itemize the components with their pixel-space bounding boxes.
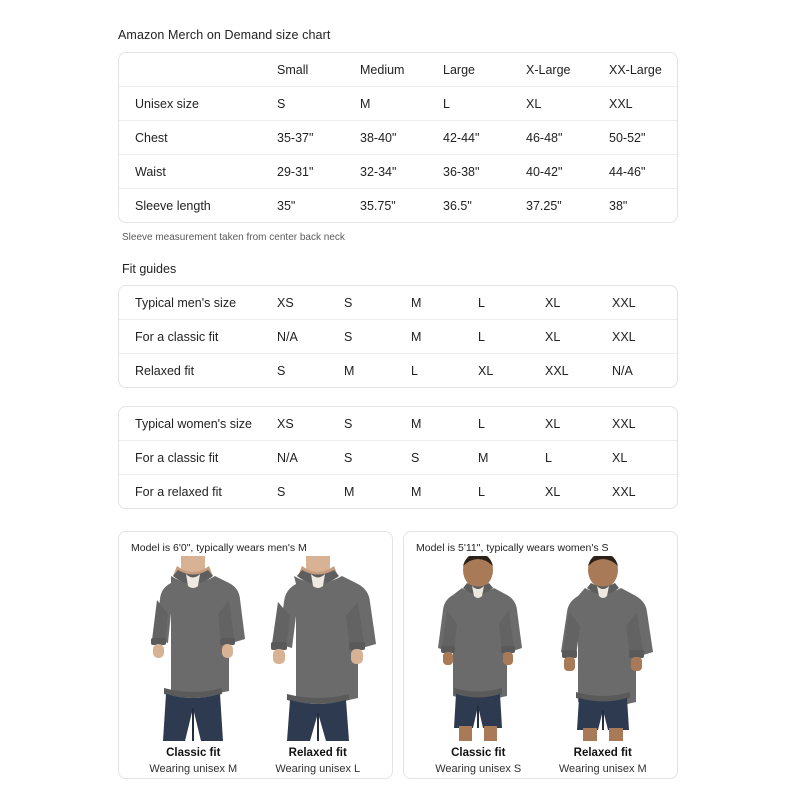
fit-name: Relaxed fit	[288, 747, 347, 759]
row-value: L	[545, 441, 612, 475]
fit-name: Classic fit	[166, 747, 221, 759]
row-value: M	[411, 320, 478, 354]
row-value: L	[478, 320, 545, 354]
model-label-womens-classic	[418, 745, 538, 777]
size-chart-column-header: Large	[443, 62, 475, 77]
row-value: XXL	[612, 475, 678, 509]
row-value: XS	[277, 295, 294, 310]
fit-wearing: Wearing unisex L	[275, 763, 361, 775]
model-labels-womens	[416, 741, 665, 777]
table-row	[119, 320, 678, 354]
row-value: S	[277, 87, 360, 121]
size-chart-header-row	[119, 53, 678, 87]
model-caption-womens: Model is 5'11", typically wears women's S	[416, 542, 609, 554]
table-row	[119, 155, 678, 189]
fit-guide-womens-card	[118, 406, 678, 509]
row-value: L	[443, 87, 526, 121]
row-value: S	[277, 354, 344, 388]
model-panel-womens	[403, 531, 678, 779]
row-value: XL	[545, 295, 561, 310]
row-value: 35.75"	[360, 189, 443, 223]
row-label: Chest	[119, 121, 277, 155]
model-figure-womens-relaxed	[543, 556, 663, 741]
fit-name: Relaxed fit	[573, 747, 632, 759]
model-label-womens-relaxed	[543, 745, 663, 777]
table-row	[119, 441, 678, 475]
row-value: XXL	[545, 354, 612, 388]
row-value: M	[344, 475, 411, 509]
fit-wearing: Wearing unisex M	[149, 763, 238, 775]
size-chart-column-header: XX-Large	[609, 62, 662, 77]
row-value: M	[360, 87, 443, 121]
row-value: 29-31"	[277, 155, 360, 189]
row-value: 40-42"	[526, 155, 609, 189]
fit-guide-womens-table	[119, 407, 678, 508]
row-value: XL	[545, 320, 612, 354]
row-label: Typical men's size	[135, 295, 237, 310]
row-value: 38-40"	[360, 121, 443, 155]
row-value: N/A	[277, 441, 344, 475]
model-figure-mens-relaxed	[258, 556, 378, 741]
fit-guide-mens-table	[119, 286, 678, 387]
row-value: XL	[545, 416, 561, 431]
fit-guide-mens-card	[118, 285, 678, 388]
row-label: Waist	[119, 155, 277, 189]
row-value: XXL	[612, 320, 678, 354]
row-value: 44-46"	[609, 155, 678, 189]
row-label: For a classic fit	[119, 441, 277, 475]
row-value: 38"	[609, 189, 678, 223]
size-chart-corner	[119, 53, 277, 87]
row-value: 32-34"	[360, 155, 443, 189]
sleeve-note: Sleeve measurement taken from center back neck	[122, 232, 345, 243]
model-figures-mens	[131, 556, 380, 741]
fit-wearing: Wearing unisex S	[435, 763, 522, 775]
table-row	[119, 286, 678, 320]
row-value: S	[344, 441, 411, 475]
row-label: Relaxed fit	[119, 354, 277, 388]
table-row	[119, 475, 678, 509]
row-value: 50-52"	[609, 121, 678, 155]
row-value: L	[478, 416, 485, 431]
row-value: M	[344, 354, 411, 388]
row-value: XXL	[612, 295, 636, 310]
table-row	[119, 354, 678, 388]
row-value: L	[478, 475, 545, 509]
row-label: Sleeve length	[119, 189, 277, 223]
row-value: S	[411, 441, 478, 475]
model-caption-mens: Model is 6'0", typically wears men's M	[131, 542, 307, 554]
row-value: M	[411, 295, 422, 310]
fit-wearing: Wearing unisex M	[558, 763, 647, 775]
row-label: Typical women's size	[135, 416, 253, 431]
table-row	[119, 189, 678, 223]
row-value: 42-44"	[443, 121, 526, 155]
row-label: Unisex size	[119, 87, 277, 121]
row-value: N/A	[612, 354, 678, 388]
table-row	[119, 407, 678, 441]
row-value: M	[411, 416, 422, 431]
row-value: 37.25"	[526, 189, 609, 223]
row-value: XL	[545, 475, 612, 509]
row-value: XL	[526, 87, 609, 121]
model-panels	[118, 531, 680, 779]
size-chart-card	[118, 52, 678, 223]
row-value: 36-38"	[443, 155, 526, 189]
row-value: N/A	[277, 320, 344, 354]
row-value: S	[344, 295, 353, 310]
row-value: L	[411, 354, 478, 388]
fit-name: Classic fit	[451, 747, 506, 759]
row-value: 35"	[277, 189, 360, 223]
size-chart-column-header: X-Large	[526, 62, 571, 77]
model-panel-mens	[118, 531, 393, 779]
model-labels-mens	[131, 741, 380, 777]
fit-guides-heading: Fit guides	[122, 262, 177, 276]
row-value: S	[344, 320, 411, 354]
row-value: XXL	[612, 416, 636, 431]
size-chart-column-header: Medium	[360, 62, 405, 77]
table-row	[119, 87, 678, 121]
model-figures-womens	[416, 556, 665, 741]
row-value: XS	[277, 416, 294, 431]
model-figure-mens-classic	[133, 556, 253, 741]
row-value: L	[478, 295, 485, 310]
row-label: For a relaxed fit	[119, 475, 277, 509]
row-label: For a classic fit	[119, 320, 277, 354]
table-row	[119, 121, 678, 155]
row-value: M	[478, 441, 545, 475]
row-value: 35-37"	[277, 121, 360, 155]
row-value: S	[344, 416, 353, 431]
model-label-mens-relaxed	[258, 745, 378, 777]
model-figure-womens-classic	[418, 556, 538, 741]
row-value: 36.5"	[443, 189, 526, 223]
row-value: XXL	[609, 87, 678, 121]
row-value: M	[411, 475, 478, 509]
model-label-mens-classic	[133, 745, 253, 777]
page-title: Amazon Merch on Demand size chart	[118, 28, 331, 42]
row-value: S	[277, 475, 344, 509]
size-chart-column-header: Small	[277, 62, 309, 77]
row-value: 46-48"	[526, 121, 609, 155]
row-value: XL	[478, 354, 545, 388]
row-value: XL	[612, 441, 678, 475]
size-chart-table	[119, 53, 678, 222]
